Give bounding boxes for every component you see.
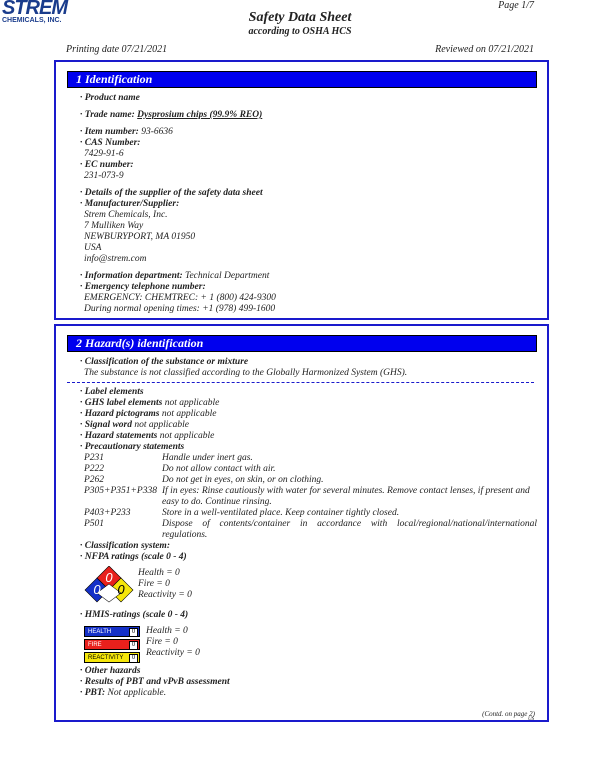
hmis-reactivity-box: 0 (129, 654, 138, 663)
precaution-row (80, 519, 537, 541)
hmis-reactivity-tag: REACTIVITY (88, 655, 124, 661)
precaution-row (80, 508, 537, 519)
product-name-label: · Product name (80, 93, 140, 103)
trade-name-label: · Trade name: (80, 110, 138, 120)
reviewed-date: Reviewed on 07/21/2021 (435, 44, 534, 55)
address-line: Strem Chemicals, Inc. (84, 210, 168, 220)
printing-date: Printing date 07/21/2021 (66, 44, 168, 55)
precaution-text: If in eyes: Rinse cautiously with water for several minutes. Remove contact lenses, if present and easy to do. Continue rinsing. (162, 486, 530, 507)
ec-label: · EC number: (80, 160, 134, 170)
precaution-code: P262 (84, 475, 105, 485)
precaution-code: P231 (84, 453, 105, 463)
classification-label: · Classification of the substance or mixture (80, 357, 249, 367)
page-number: Page 1/7 (498, 0, 534, 11)
hmis-fire-box: 0 (129, 641, 138, 650)
divider (67, 382, 534, 383)
pictograms-label: · Hazard pictograms (80, 409, 162, 419)
pbt-results-label: · Results of PBT and vPvB assessment (80, 677, 230, 687)
precaution-row (80, 486, 537, 508)
ec-value: 231-073-9 (84, 171, 124, 181)
hmis-health: Health = 0 (146, 626, 188, 636)
email-address: info@strem.com (84, 254, 147, 264)
hmis-health-tag: HEALTH (88, 629, 112, 635)
section-identification (54, 60, 549, 320)
item-number-label: · Item number: (80, 127, 142, 137)
ghs-label: · GHS label elements (80, 398, 165, 408)
pbt-value: Not applicable. (107, 688, 167, 698)
address-line: 7 Mulliken Way (84, 221, 144, 231)
pictograms-value: not applicable (161, 409, 217, 419)
hazard-statements-value: not applicable (159, 431, 215, 441)
emergency-line: EMERGENCY: CHEMTREC: + 1 (800) 424-9300 (84, 293, 276, 303)
document-title: Safety Data Sheet (248, 10, 352, 25)
hmis-fire-bar (84, 639, 140, 650)
classification-text: The substance is not classified according to the Globally Harmonized System (GHS). (84, 368, 408, 378)
precaution-code: P305+P351+P338 (84, 486, 157, 496)
document-subtitle: according to OSHA HCS (248, 26, 352, 37)
nfpa-reactivity: Reactivity = 0 (138, 590, 192, 600)
info-dept-label: · Information department: (80, 271, 186, 281)
hmis-fire-tag: FIRE (88, 642, 102, 648)
info-dept-value: Technical Department (185, 271, 270, 281)
hmis-reactivity-bar (84, 652, 140, 663)
pbt-label: · PBT: (80, 688, 108, 698)
nfpa-fire: Fire = 0 (138, 579, 170, 589)
hazard-statements-label: · Hazard statements (80, 431, 160, 441)
precaution-code: P222 (84, 464, 105, 474)
signal-word-value: not applicable (134, 420, 190, 430)
precaution-row (80, 453, 537, 464)
address-line: NEWBURYPORT, MA 01950 (84, 232, 196, 242)
continued-note: (Contd. on page 2) (482, 710, 535, 718)
hmis-reactivity: Reactivity = 0 (146, 648, 200, 658)
nfpa-health: Health = 0 (138, 568, 180, 578)
precaution-text: Store in a well-ventilated place. Keep container tightly closed. (162, 508, 400, 518)
hmis-fire: Fire = 0 (146, 637, 178, 647)
region-code: US (528, 717, 535, 722)
item-number-value: 93-6636 (141, 127, 173, 137)
ghs-value: not applicable (164, 398, 220, 408)
precaution-row (80, 464, 537, 475)
precaution-text: Handle under inert gas. (162, 453, 253, 463)
address-line: USA (84, 243, 102, 253)
precaution-code: P403+P233 (84, 508, 131, 518)
nfpa-diamond (82, 566, 537, 608)
manufacturer-label: · Manufacturer/Supplier: (80, 199, 180, 209)
logo-brand: STREM (2, 0, 67, 19)
nfpa-diamond-icon (82, 566, 136, 608)
cas-label: · CAS Number: (80, 138, 141, 148)
trade-name-value: Dysprosium chips (99.9% REO) (137, 110, 263, 120)
section-heading: 1 Identification (67, 71, 537, 88)
precaution-text: Dispose of contents/container in accordance with local/regional/national/international regulations. (162, 519, 537, 540)
section-hazards (54, 324, 549, 722)
precautionary-label: · Precautionary statements (80, 442, 185, 452)
label-elements-label: · Label elements (80, 387, 144, 397)
hmis-health-box: 0 (129, 628, 138, 637)
other-hazards-label: · Other hazards (80, 666, 141, 676)
hmis-label: · HMIS-ratings (scale 0 - 4) (80, 610, 189, 620)
precaution-text: Do not allow contact with air. (162, 464, 276, 474)
supplier-details-label: · Details of the supplier of the safety data sheet (80, 188, 263, 198)
hmis-health-bar (84, 626, 140, 637)
section-heading: 2 Hazard(s) identification (67, 335, 537, 352)
nfpa-fire-number: 0 (105, 570, 113, 585)
hmis-label-block (84, 624, 537, 664)
nfpa-health-number: 0 (93, 582, 101, 597)
nfpa-reactivity-number: 0 (117, 582, 125, 597)
nfpa-label: · NFPA ratings (scale 0 - 4) (80, 552, 187, 562)
classification-system-label: · Classification system: (80, 541, 170, 551)
cas-value: 7429-91-6 (84, 149, 124, 159)
precaution-text: Do not get in eyes, on skin, or on clothing. (162, 475, 324, 485)
logo-subtitle: CHEMICALS, INC. (2, 17, 62, 24)
precaution-code: P501 (84, 519, 105, 529)
emergency-phone-label: · Emergency telephone number: (80, 282, 206, 292)
emergency-line: During normal opening times: +1 (978) 499-1600 (84, 304, 276, 314)
precaution-row (80, 475, 537, 486)
signal-word-label: · Signal word (80, 420, 135, 430)
